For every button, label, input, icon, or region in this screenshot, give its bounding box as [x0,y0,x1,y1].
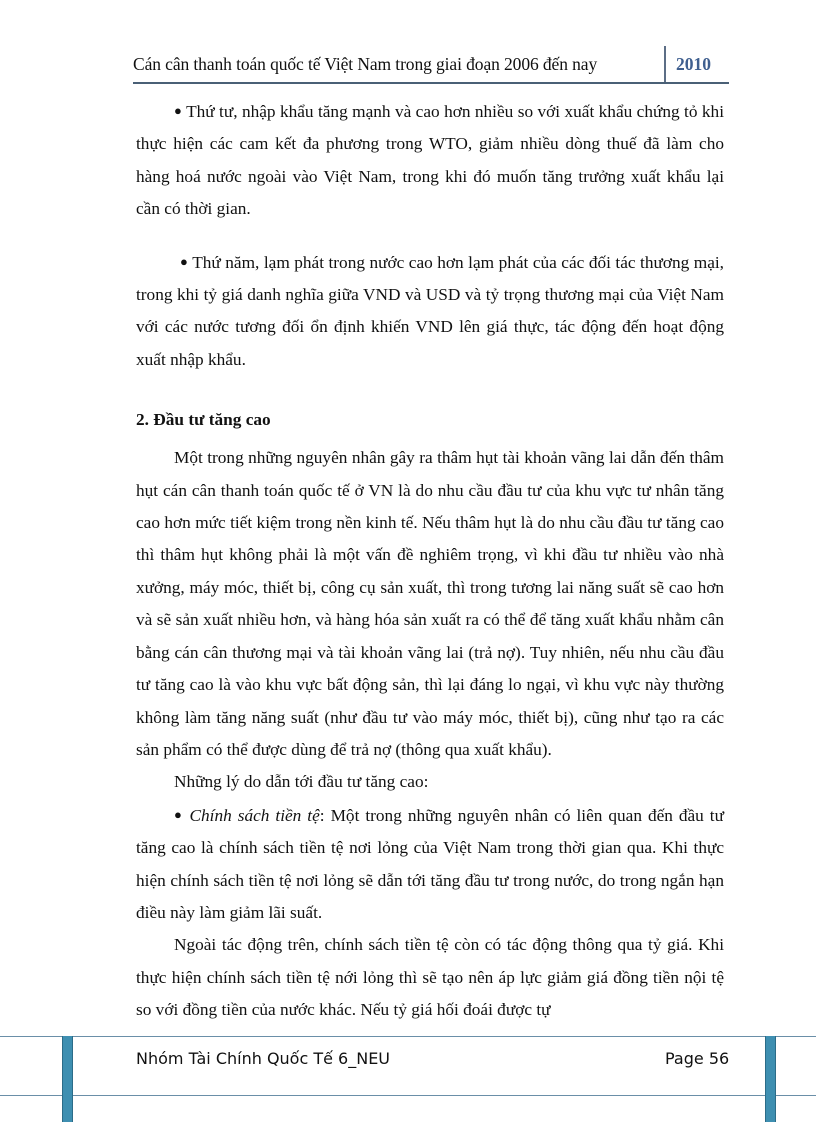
footer-rule-top [0,1036,816,1037]
section-heading: 2. Đầu tư tăng cao [136,410,271,430]
footer-rule-bottom [0,1095,816,1096]
monetary-policy-label: Chính sách tiền tệ [189,805,320,825]
paragraph-text: : Một trong những nguyên nhân có liên quan đến đầu tư tăng cao là chính sách tiền tệ nơi lỏng của Việt Nam trong thời gian qua. Khi thực hiện chính sách tiền tệ nơi lỏng sẽ dẫn tới tăng đầu tư trong nước, do trong ngắn hạn điều này làm giảm lãi suất. [136,805,724,922]
footer-page-number: Page 56 [665,1049,730,1068]
footer-group-name: Nhóm Tài Chính Quốc Tế 6_NEU [136,1049,391,1068]
paragraph-monetary-policy [136,799,724,930]
bullet-icon: ● [180,253,189,269]
header-rule [133,82,729,84]
paragraph-investment: Một trong những nguyên nhân gây ra thâm hụt tài khoản vãng lai dẫn đến thâm hụt cán cân thanh toán quốc tế ở VN là do nhu cầu đầu tư của khu vực tư nhân tăng cao hơn mức tiết kiệm trong nền kinh tế. Nếu thâm hụt là do nhu cầu đầu tư tăng cao thì thâm hụt không phải là một vấn đề nghiêm trọng, vì khi đầu tư nhiều vào nhà xưởng, máy móc, thiết bị, công cụ sản xuất, thì trong tương lai năng suất sẽ cao hơn và sẽ sản xuất nhiều hơn, và hàng hóa sản xuất ra có thể để tăng xuất khẩu nhằm cân bằng cán cân thương mại và tài khoản vãng lai (trả nợ). Tuy nhiên, nếu nhu cầu đầu tư tăng cao là vào khu vực bất động sản, thì lại đáng lo ngại, vì khu vực này thường không làm tăng năng suất (như đầu tư vào máy móc, thiết bị), cũng như tạo ra các sản phẩm có thể được dùng để trả nợ (thông qua xuất khẩu). [136,448,724,759]
paragraph-reasons-intro: Những lý do dẫn tới đầu tư tăng cao: [174,772,429,792]
paragraph-text: Thứ tư, nhập khẩu tăng mạnh và cao hơn nhiều so với xuất khẩu chứng tỏ khi thực hiện các cam kết đa phương trong WTO, giảm nhiều dòng thuế đã làm cho hàng hoá nước ngoài vào Việt Nam, trong khi đó muốn tăng trưởng xuất khẩu lại cần có thời gian. [136,102,724,219]
bullet-icon: ● [174,806,184,822]
paragraph-text: Thứ năm, lạm phát trong nước cao hơn lạm phát của các đối tác thương mại, trong khi tỷ giá danh nghĩa giữa VND và USD và tỷ trọng thương mại của Việt Nam với các nước tương đối ổn định khiến VND lên giá thực, tác động đến hoạt động xuất nhập khẩu. [136,252,724,369]
bullet-icon: ● [174,103,182,118]
header-separator [664,46,666,82]
paragraph-fifth [136,246,724,377]
header-title: Cán cân thanh toán quốc tế Việt Nam trong giai đoạn 2006 đến nay [133,54,598,74]
page-body [136,95,724,1027]
paragraph-exchange-rate: Ngoài tác động trên, chính sách tiền tệ còn có tác động thông qua tỷ giá. Khi thực hiện chính sách tiền tệ nới lỏng thì sẽ tạo nên áp lực giảm giá đồng tiền nội tệ so với đồng tiền của nước khác. Nếu tỷ giá hối đoái được tự [136,935,724,1020]
footer-bar-right [765,1036,776,1122]
footer-bar-left [62,1036,73,1122]
header-year: 2010 [676,54,711,74]
page-header [133,46,728,82]
paragraph-fourth [136,95,724,226]
